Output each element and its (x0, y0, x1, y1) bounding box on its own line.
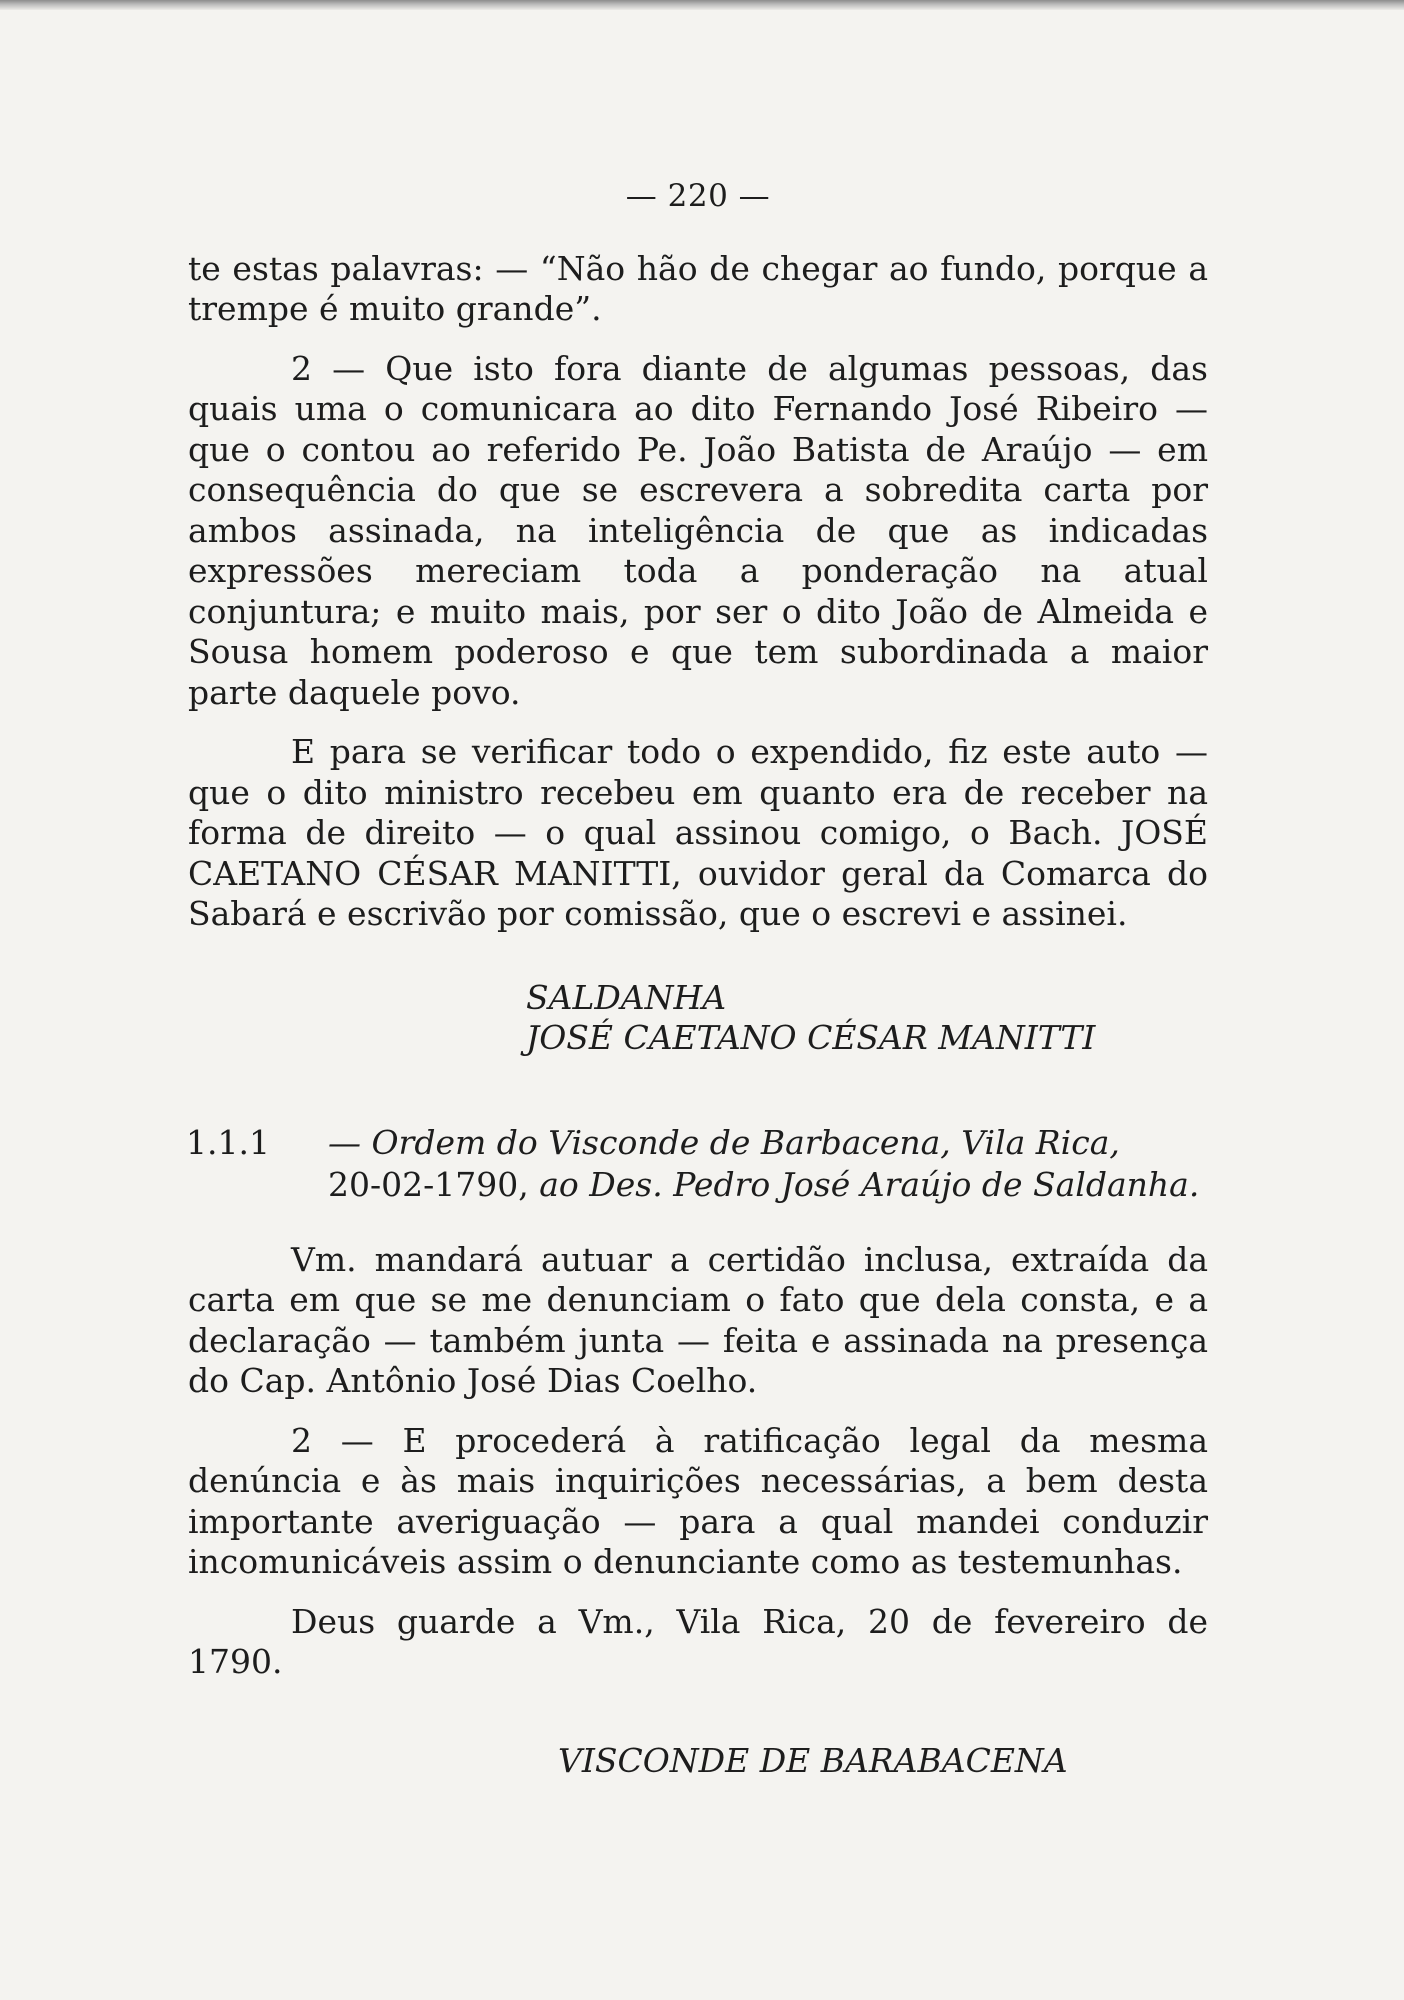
opening-paragraph: te estas palavras: — “Não hão de chegar ao fundo, porque a trempe é muito grande”. (188, 248, 1208, 328)
section-title-line-1: — Ordem do Visconde de Barbacena, Vila Rica, (328, 1122, 1120, 1162)
final-signature: VISCONDE DE BARABACENA (558, 1740, 1068, 1780)
signature-block (526, 978, 1208, 1058)
scan-top-edge (0, 0, 1404, 10)
section-number: 1.1.1 (186, 1122, 270, 1162)
paragraph-3: E para se verificar todo o expendido, fiz este auto — que o dito ministro recebeu em quanto era de receber na forma de direito — o qual assinou comigo, o Bach. JOSÉ CAETANO CÉSAR MANITTI, ouvidor geral da Comarca do Sabará e escrivão por comissão, que o escrevi e assinei. (188, 732, 1208, 933)
section-date: 20-02-1790, (328, 1164, 529, 1204)
document-body (188, 176, 1208, 1781)
paragraph-2: 2 — Que isto fora diante de algumas pessoas, das quais uma o comunicara ao dito Fernando José Ribeiro — que o contou ao referido Pe. João Batista de Araújo — em consequência do que se escrevera a sobredita carta por ambos assinada, na inteligência de que as indicadas expressões mereciam toda a ponderação na atual conjuntura; e muito mais, por ser o dito João de Almeida e Sousa homem poderoso e que tem subordinada a maior parte daquele povo. (188, 348, 1208, 712)
section-title (328, 1122, 1208, 1206)
signature-manitti: JOSÉ CAETANO CÉSAR MANITTI (526, 1017, 1096, 1057)
paragraph-5: 2 — E procederá à ratificação legal da mesma denúncia e às mais inquirições necessárias, a bem desta importante averiguação — para a qual mandei conduzir incomunicáveis assim o denunciante como as testemunhas. (188, 1420, 1208, 1581)
section-heading (188, 1122, 1208, 1206)
section-title-line-2 (328, 1164, 1208, 1206)
signature-saldanha: SALDANHA (526, 977, 727, 1017)
section-title-line-2-rest: ao Des. Pedro José Araújo de Saldanha. (528, 1164, 1200, 1204)
page-number: — 220 — (625, 178, 771, 214)
paragraph-4: Vm. mandará autuar a certidão inclusa, extraída da carta em que se me denunciam o fato que dela consta, e a declaração — também junta — feita e assinada na presença do Cap. Antônio José Dias Coelho. (188, 1239, 1208, 1400)
paragraph-6: Deus guarde a Vm., Vila Rica, 20 de fevereiro de 1790. (188, 1601, 1208, 1681)
